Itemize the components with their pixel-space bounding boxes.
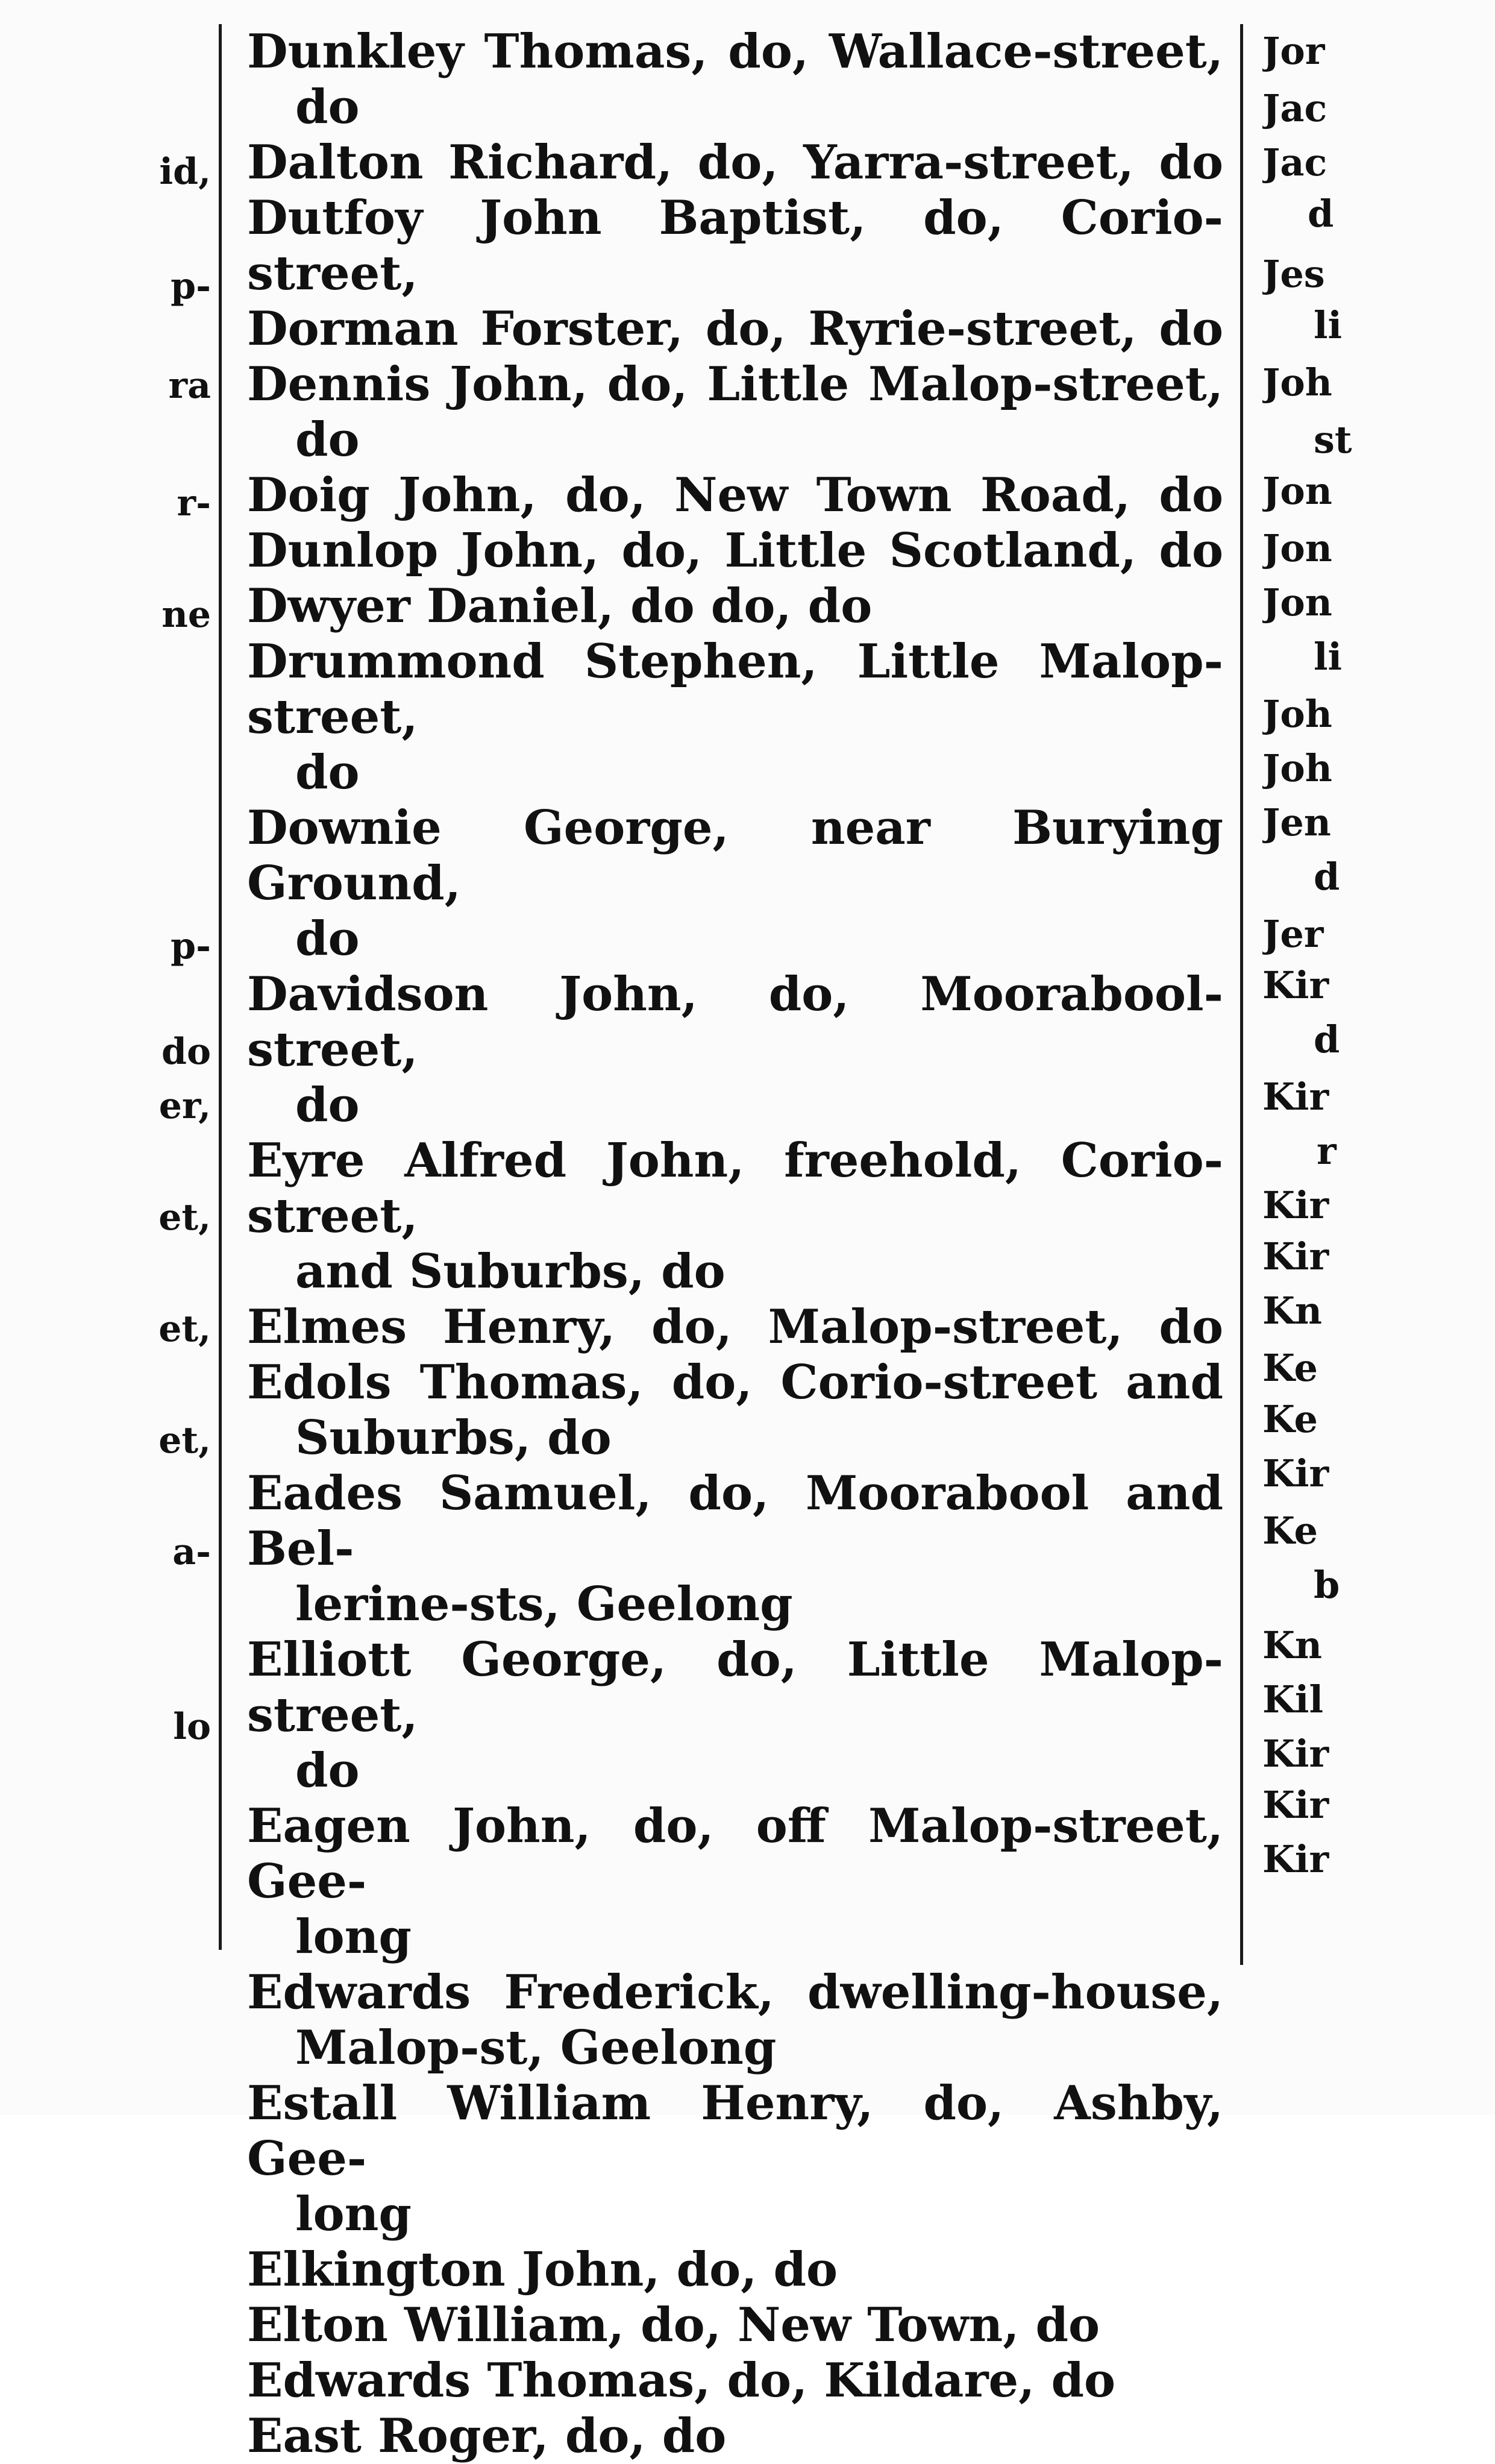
list-entry [247, 1355, 1223, 1466]
right-fragment: li [1314, 636, 1343, 678]
right-fragment: Jon [1262, 527, 1332, 570]
list-entry [247, 2409, 1223, 2464]
entry-line: Eyre Alfred John, freehold, Corio-street, [247, 1133, 1223, 1243]
entry-line: Eades Samuel, do, Moorabool and Bel- [247, 1466, 1223, 1576]
list-entry [247, 2242, 1223, 2298]
left-fragment: et, [158, 1419, 211, 1462]
list-entry [247, 2353, 1223, 2409]
list-entry [247, 1965, 1223, 2076]
right-fragment: Jer [1262, 913, 1324, 955]
list-entry [247, 1799, 1223, 1965]
entry-continuation: and Suburbs, do [295, 1244, 726, 1299]
list-entry [247, 2298, 1223, 2353]
entry-line: Edwards Frederick, dwelling-house, [247, 1965, 1223, 2020]
right-fragment: Kir [1262, 1838, 1329, 1881]
left-fragment: ne [161, 594, 211, 636]
list-entry [247, 967, 1223, 1133]
right-column-rule [1240, 24, 1243, 1965]
left-fragment: et, [158, 1308, 211, 1350]
left-fragment: do [161, 1031, 211, 1073]
right-fragment: Jac [1262, 87, 1327, 130]
right-fragment: Kn [1262, 1624, 1322, 1667]
entry-line: Elkington John, do, do [247, 2242, 838, 2297]
list-entry [247, 1466, 1223, 1632]
list-entry [247, 800, 1223, 967]
entry-line: Dunlop John, do, Little Scotland, do [247, 523, 1223, 578]
left-fragment: p- [171, 265, 211, 307]
entry-line: Eagen John, do, off Malop-street, Gee- [247, 1799, 1223, 1909]
list-entry [247, 24, 1223, 135]
entry-continuation: do [295, 911, 360, 966]
right-fragment: Kir [1262, 1453, 1329, 1495]
left-fragment: a- [172, 1531, 211, 1573]
entry-line: East Roger, do, do [247, 2409, 727, 2463]
entry-line: Davidson John, do, Moorabool-street, [247, 967, 1223, 1077]
entry-line: Dennis John, do, Little Malop-street, [247, 357, 1223, 412]
entry-continuation: do [295, 80, 360, 134]
left-fragment: id, [159, 151, 211, 193]
right-fragment: Ke [1262, 1347, 1318, 1389]
right-fragment: Kn [1262, 1290, 1322, 1332]
list-entry [247, 2076, 1223, 2242]
right-fragment: Kir [1262, 964, 1329, 1007]
entry-continuation: long [295, 2187, 412, 2242]
entry-line: Edols Thomas, do, Corio-street and [247, 1355, 1223, 1410]
list-entry [247, 357, 1223, 468]
entry-line: Dutfoy John Baptist, do, Corio-street, [247, 190, 1223, 301]
right-fragment: Jac [1262, 142, 1327, 184]
left-fragment: er, [158, 1085, 211, 1127]
right-fragment: Kir [1262, 1076, 1329, 1118]
list-entry [247, 190, 1223, 301]
right-fragment: Jen [1262, 802, 1331, 844]
entry-line: Doig John, do, New Town Road, do [247, 468, 1223, 523]
right-fragment: Kil [1262, 1679, 1323, 1721]
list-entry [247, 634, 1223, 800]
entry-line: Downie George, near Burying Ground, [247, 800, 1223, 911]
list-entry [247, 1300, 1223, 1355]
list-entry [247, 1632, 1223, 1799]
right-fragment: Kir [1262, 1733, 1329, 1775]
list-entry [247, 523, 1223, 579]
right-fragment: d [1308, 193, 1334, 235]
left-fragment: et, [158, 1196, 211, 1239]
right-fragment: Joh [1262, 362, 1332, 404]
right-fragment: d [1314, 856, 1340, 898]
right-fragment: Ke [1262, 1510, 1318, 1552]
right-fragment: b [1314, 1564, 1340, 1606]
entry-line: Elmes Henry, do, Malop-street, do [247, 1300, 1223, 1354]
left-fragment: p- [171, 925, 211, 967]
right-fragment: Jon [1262, 582, 1332, 624]
list-entry [247, 579, 1223, 634]
right-fragment: Jon [1262, 470, 1332, 512]
entry-continuation: Suburbs, do [295, 1410, 612, 1465]
entry-continuation: do [295, 1078, 360, 1133]
entry-continuation: do [295, 745, 360, 800]
entry-line: Edwards Thomas, do, Kildare, do [247, 2353, 1116, 2408]
entry-line: Dalton Richard, do, Yarra-street, do [247, 135, 1223, 190]
right-fragment: Ke [1262, 1398, 1318, 1441]
right-fragment: d [1314, 1019, 1340, 1061]
left-fragment: ra [168, 365, 211, 407]
entry-line: Dunkley Thomas, do, Wallace-street, [247, 24, 1223, 79]
right-fragment: Kir [1262, 1184, 1329, 1227]
right-fragment: st [1314, 419, 1352, 461]
entry-continuation: do [295, 1743, 360, 1798]
right-fragment: Jes [1262, 253, 1325, 295]
entry-line: Elton William, do, New Town, do [247, 2298, 1100, 2352]
list-entry [247, 1133, 1223, 1300]
left-column-rule [219, 24, 222, 1950]
right-fragment: li [1314, 304, 1343, 347]
voter-list-column [247, 24, 1223, 2464]
right-fragment: Kir [1262, 1236, 1329, 1278]
entry-continuation: do [295, 412, 360, 467]
right-fragment: r [1317, 1130, 1337, 1172]
left-fragment: lo [173, 1706, 211, 1748]
entry-line: Dwyer Daniel, do do, do [247, 579, 873, 633]
right-fragment: Jor [1262, 30, 1325, 72]
entry-line: Estall William Henry, do, Ashby, Gee- [247, 2076, 1223, 2186]
list-entry [247, 468, 1223, 523]
entry-continuation: long [295, 1909, 412, 1964]
entry-continuation: lerine-sts, Geelong [295, 1577, 793, 1632]
entry-line: Dorman Forster, do, Ryrie-street, do [247, 301, 1223, 356]
list-entry [247, 301, 1223, 357]
entry-continuation: Malop-st, Geelong [295, 2020, 777, 2075]
right-fragment: Joh [1262, 747, 1332, 790]
right-fragment: Joh [1262, 693, 1332, 735]
right-fragment: Kir [1262, 1784, 1329, 1826]
entry-line: Elliott George, do, Little Malop-street, [247, 1632, 1223, 1743]
list-entry [247, 135, 1223, 190]
left-fragment: r- [177, 482, 211, 524]
entry-line: Drummond Stephen, Little Malop-street, [247, 634, 1223, 744]
